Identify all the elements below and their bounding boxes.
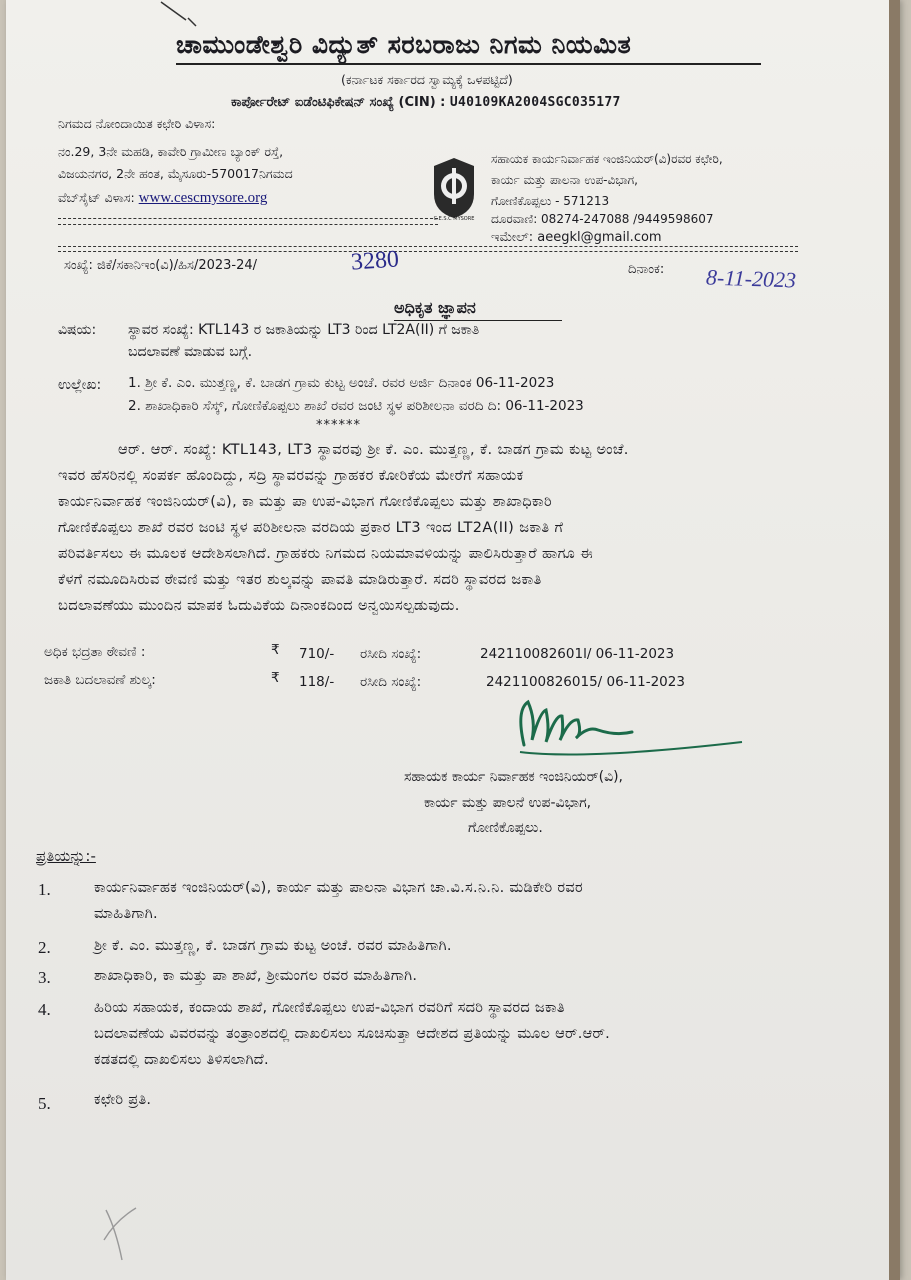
signatory-designation: ಸಹಾಯಕ ಕಾರ್ಯ ನಿರ್ವಾಹಕ ಇಂಜಿನಿಯರ್(ವಿ), — [404, 769, 624, 785]
reg-office-line1: ನಿಗಮದ ನೋಂದಾಯಿತ ಕಛೇರಿ ವಿಳಾಸ: — [58, 116, 216, 131]
copy-line: ಶ್ರೀ ಕೆ. ಎಂ. ಮುತ್ತಣ್ಣ, ಕೆ. ಬಾಡಗ ಗ್ರಾಮ ಕುಟ್ಟ ಅಂಚೆ. ರವರ ಮಾಹಿತಿಗಾಗಿ. — [94, 938, 452, 954]
signatory-office: ಕಾರ್ಯ ಮತ್ತು ಪಾಲನೆ ಉಪ-ವಿಭಾಗ, — [424, 795, 592, 811]
logo-caption: C.E.S.C MYSORE — [433, 216, 475, 222]
copy-line: ಕಛೇರಿ ಪ್ರತಿ. — [94, 1092, 152, 1108]
copy-line: ಕಾರ್ಯನಿರ್ವಾಹಕ ಇಂಜಿನಿಯರ್(ವಿ), ಕಾರ್ಯ ಮತ್ತು ಪಾಲನಾ ವಿಭಾಗ ಚಾ.ವಿ.ಸ.ನಿ.ನಿ. ಮಡಿಕೇರಿ ರವರ — [94, 880, 583, 896]
body-line: ಗೋಣಿಕೊಪ್ಪಲು ಶಾಖೆ ರವರ ಜಂಟಿ ಸ್ಥಳ ಪರಿಶೀಲನಾ ವರದಿಯ ಪ್ರಕಾರ LT3 ಇಂದ LT2A(II) ಜಕಾತಿ ಗೆ — [58, 520, 564, 536]
copy-line: ಬದಲಾವಣೆಯ ವಿವರವನ್ನು ತಂತ್ರಾಂಶದಲ್ಲಿ ದಾಖಲಿಸಲು ಸೂಚಿಸುತ್ತಾ ಆದೇಶದ ಪ್ರತಿಯನ್ನು ಮೂಲ ಆರ್.ಆರ್. — [94, 1026, 611, 1042]
memo-title: ಅಧಿಕೃತ ಜ್ಞಾಪನ — [394, 298, 476, 317]
divider-rule — [58, 218, 438, 219]
org-name-underline — [176, 63, 761, 65]
copies-label: ಪ್ರತಿಯನ್ನು:- — [36, 847, 96, 865]
office-phone: ದೂರವಾಣಿ: 08274-247088 /9449598607 — [491, 212, 714, 226]
fee-label: ಅಧಿಕ ಭದ್ರತಾ ಠೇವಣಿ : — [44, 644, 146, 660]
receipt-number: 242110082601l/ 06-11-2023 — [480, 646, 675, 662]
fee-amount: 118/- — [299, 674, 335, 690]
body-line: ಕಾರ್ಯನಿರ್ವಾಹಕ ಇಂಜಿನಿಯರ್(ವಿ), ಕಾ ಮತ್ತು ಪಾ ಉಪ-ವಿಭಾಗ ಗೋಣಿಕೊಪ್ಪಲು ಮತ್ತು ಶಾಖಾಧಿಕಾರಿ — [58, 494, 553, 510]
reference-item: 1. ಶ್ರೀ ಕೆ. ಎಂ. ಮುತ್ತಣ್ಣ, ಕೆ. ಬಾಡಗ ಗ್ರಾಮ ಕುಟ್ಟ ಅಂಚೆ. ರವರ ಅರ್ಜಿ ದಿನಾಂಕ 06-11-2023 — [128, 375, 555, 391]
office-line3: ಗೋಣಿಕೊಪ್ಪಲು - 571213 — [491, 194, 610, 208]
fee-currency: ₹ — [271, 642, 280, 658]
copy-line: ಹಿರಿಯ ಸಹಾಯಕ, ಕಂದಾಯ ಶಾಖೆ, ಗೋಣಿಕೊಪ್ಪಲು ಉಪ-ವಿಭಾಗ ರವರಿಗೆ ಸದರಿ ಸ್ಥಾವರದ ಜಕಾತಿ — [94, 1000, 565, 1016]
cesc-logo-icon — [426, 154, 482, 222]
copy-number: 1. — [38, 880, 51, 899]
divider-rule — [58, 224, 438, 225]
org-name: ಚಾಮುಂಡೇಶ್ವರಿ ವಿದ್ಯುತ್ ಸರಬರಾಜು ನಿಗಮ ನಿಯಮಿತ — [176, 30, 632, 59]
fee-label: ಜಕಾತಿ ಬದಲಾವಣೆ ಶುಲ್ಕ: — [44, 672, 156, 688]
copy-number: 3. — [38, 968, 51, 987]
body-line: ಆರ್. ಆರ್. ಸಂಖ್ಯೆ: KTL143, LT3 ಸ್ಥಾವರವು ಶ್ರೀ ಕೆ. ಎಂ. ಮುತ್ತಣ್ಣ, ಕೆ. ಬಾಡಗ ಗ್ರಾಮ ಕುಟ್ಟ ಅಂಚೆ. — [118, 442, 629, 458]
reference-number-handwritten: 3280 — [350, 246, 400, 276]
body-line: ಪರಿವರ್ತಿಸಲು ಈ ಮೂಲಕ ಆದೇಶಿಸಲಾಗಿದೆ. ಗ್ರಾಹಕರು ನಿಗಮದ ನಿಯಮಾವಳಿಯನ್ನು ಪಾಲಿಸಿರುತ್ತಾರೆ ಹಾಗೂ ಈ — [58, 546, 594, 562]
cin-label: ಕಾರ್ಪೋರೇಟ್ ಐಡೆಂಟಿಫಿಕೇಷನ್ ಸಂಖ್ಯೆ (CIN) : — [231, 95, 446, 110]
subject-line1: ಸ್ಥಾವರ ಸಂಖ್ಯೆ: KTL143 ರ ಜಕಾತಿಯನ್ನು LT3 ರಿಂದ LT2A(II) ಗೆ ಜಕಾತಿ — [128, 322, 480, 338]
receipt-number: 2421100826015/ 06-11-2023 — [486, 674, 685, 690]
separator-stars: ****** — [316, 418, 361, 433]
website-link[interactable]: www.cescmysore.org — [138, 190, 268, 206]
body-line: ಬದಲಾವಣೆಯು ಮುಂದಿನ ಮಾಪಕ ಓದುವಿಕೆಯ ದಿನಾಂಕದಿಂದ ಅನ್ವಯಿಸಲ್ಪಡುವುದು. — [58, 598, 460, 614]
copy-number: 4. — [38, 1000, 51, 1019]
office-line1: ಸಹಾಯಕ ಕಾರ್ಯನಿರ್ವಾಹಕ ಇಂಜಿನಿಯರ್(ವಿ)ರವರ ಕಛೇರಿ, — [491, 152, 723, 166]
divider-rule — [58, 246, 798, 247]
pen-scribble-top — [156, 0, 216, 28]
fee-amount: 710/- — [299, 646, 335, 662]
date-handwritten: 8-11-2023 — [705, 264, 797, 293]
copy-number: 2. — [38, 938, 51, 957]
copy-line: ಕಡತದಲ್ಲಿ ದಾಖಲಿಸಲು ತಿಳಿಸಲಾಗಿದೆ. — [94, 1052, 269, 1068]
office-line2: ಕಾರ್ಯ ಮತ್ತು ಪಾಲನಾ ಉಪ-ವಿಭಾಗ, — [491, 173, 638, 187]
website-label: ವೆಬ್‌ಸೈಟ್ ವಿಳಾಸ: — [58, 190, 135, 205]
body-line: ಇವರ ಹೆಸರಿನಲ್ಲಿ ಸಂಪರ್ಕ ಹೊಂದಿದ್ದು, ಸದ್ರಿ ಸ್ಥಾವರವನ್ನು ಗ್ರಾಹಕರ ಕೋರಿಕೆಯ ಮೇರೆಗೆ ಸಹಾಯಕ — [58, 468, 524, 484]
copy-number: 5. — [38, 1094, 51, 1113]
receipt-label: ರಸೀದಿ ಸಂಖ್ಯೆ: — [360, 646, 422, 662]
reference-item: 2. ಶಾಖಾಧಿಕಾರಿ ಸೆಸ್ಕ್, ಗೋಣಿಕೊಪ್ಪಲು ಶಾಖೆ ರವರ ಜಂಟಿ ಸ್ಥಳ ಪರಿಶೀಲನಾ ವರದಿ ದಿ: 06-11-2023 — [128, 398, 584, 414]
subject-line2: ಬದಲಾವಣೆ ಮಾಡುವ ಬಗ್ಗೆ. — [128, 344, 253, 360]
website-line — [58, 190, 267, 207]
copy-line: ಶಾಖಾಧಿಕಾರಿ, ಕಾ ಮತ್ತು ಪಾ ಶಾಖೆ, ಶ್ರೀಮಂಗಲ ರವರ ಮಾಹಿತಿಗಾಗಿ. — [94, 968, 418, 984]
org-subtitle: (ಕರ್ನಾಟಕ ಸರ್ಕಾರದ ಸ್ವಾಮ್ಯಕ್ಕೆ ಒಳಪಟ್ಟಿದೆ) — [341, 72, 513, 87]
reg-office-line3: ವಿಜಯನಗರ, 2ನೇ ಹಂತ, ಮೈಸೂರು-570017ನಿಗಮದ — [58, 166, 293, 181]
office-email: ಇಮೇಲ್: aeegkl@gmail.com — [491, 230, 662, 245]
pen-mark-icon — [96, 1190, 146, 1265]
receipt-label: ರಸೀದಿ ಸಂಖ್ಯೆ: — [360, 674, 422, 690]
body-line: ಕೆಳಗೆ ನಮೂದಿಸಿರುವ ಠೇವಣಿ ಮತ್ತು ಇತರ ಶುಲ್ಕವನ್ನು ಪಾವತಿ ಮಾಡಿರುತ್ತಾರೆ. ಸದರಿ ಸ್ಥಾವರದ ಜಕಾತಿ — [58, 572, 542, 588]
references-label: ಉಲ್ಲೇಖ: — [58, 377, 102, 393]
signatory-place: ಗೋಣಿಕೊಪ್ಪಲು. — [468, 820, 543, 836]
cin-line — [231, 95, 621, 110]
date-label: ದಿನಾಂಕ: — [628, 262, 665, 277]
reg-office-line2: ನಂ.29, 3ನೇ ಮಹಡಿ, ಕಾವೇರಿ ಗ್ರಾಮೀಣ ಬ್ಯಾಂಕ್ ರಸ್ತೆ, — [58, 144, 284, 159]
background-edge — [889, 0, 900, 1280]
copy-line: ಮಾಹಿತಿಗಾಗಿ. — [94, 906, 158, 922]
reference-number-label: ಸಂಖ್ಯೆ: ಜಿಕೆ/ಸಕಾನಿಇಂ(ವಿ)/ಹಿಸ/2023-24/ — [64, 258, 258, 273]
cin-number: U40109KA2004SGC035177 — [449, 95, 621, 110]
fee-currency: ₹ — [271, 670, 280, 686]
memo-title-underline — [394, 320, 562, 321]
document-sheet — [6, 0, 900, 1280]
divider-rule — [58, 251, 798, 252]
subject-label: ವಿಷಯ: — [58, 322, 97, 338]
